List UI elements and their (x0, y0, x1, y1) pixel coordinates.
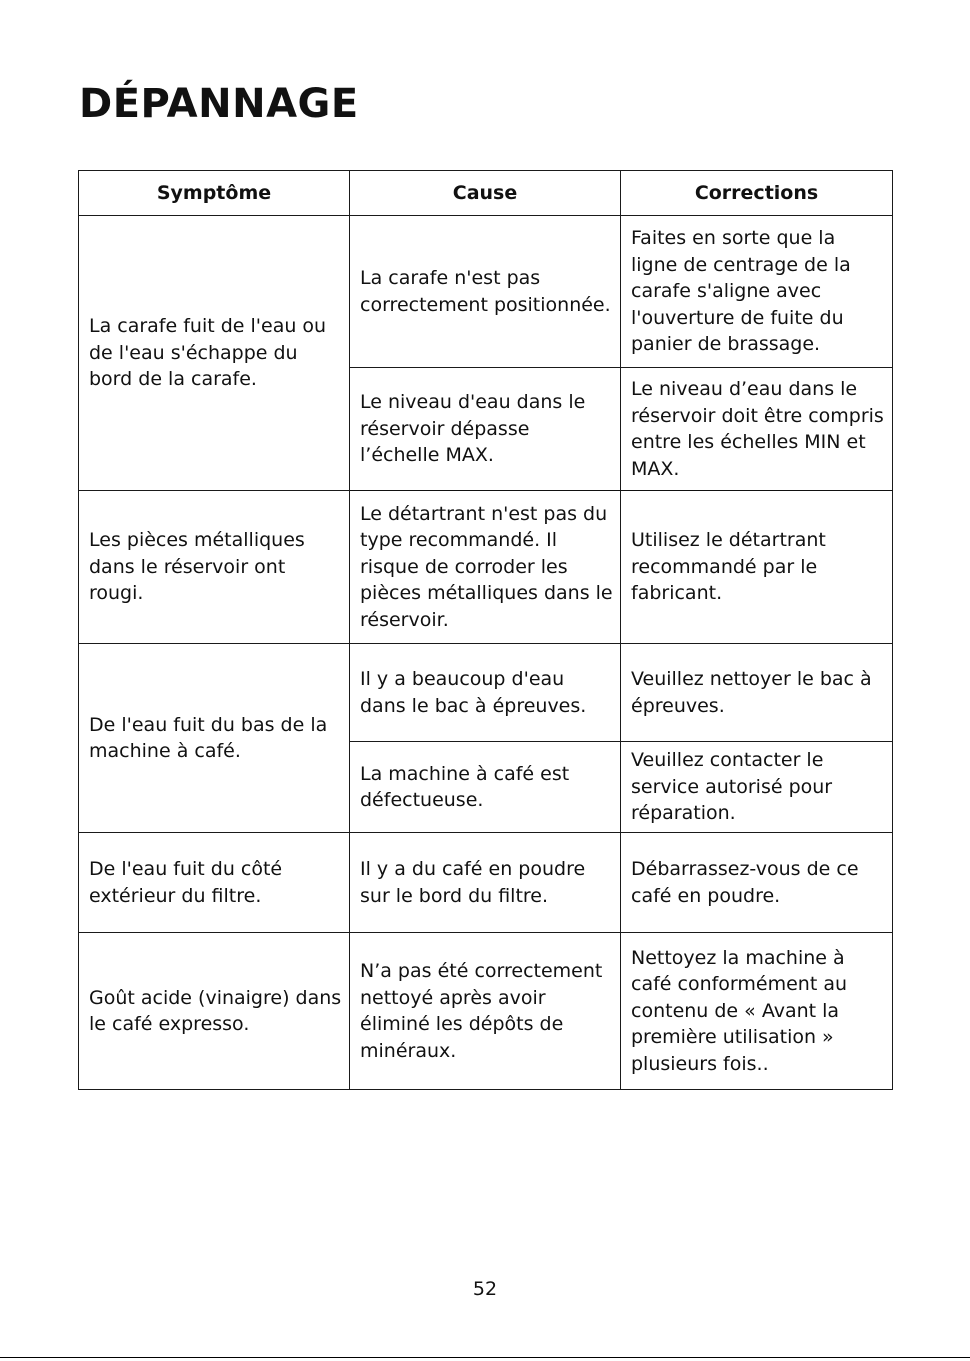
symptom-cell: La carafe fuit de l'eau ou de l'eau s'échappe du bord de la carafe. (79, 216, 350, 491)
symptom-cell: Les pièces métalliques dans le réservoir ont rougi. (79, 491, 350, 644)
table-row (79, 933, 893, 1090)
correction-cell: Veuillez contacter le service autorisé pour réparation. (621, 742, 893, 833)
cause-cell: La carafe n'est pas correctement positionnée. (350, 216, 621, 368)
correction-cell: Le niveau d’eau dans le réservoir doit être compris entre les échelles MIN et MAX. (621, 368, 893, 491)
column-header-cause: Cause (350, 171, 621, 216)
cause-cell: N’a pas été correctement nettoyé après avoir éliminé les dépôts de minéraux. (350, 933, 621, 1090)
column-header-corrections: Corrections (621, 171, 893, 216)
table-row (79, 491, 893, 644)
correction-cell: Faites en sorte que la ligne de centrage de la carafe s'aligne avec l'ouverture de fuite du panier de brassage. (621, 216, 893, 368)
cause-cell: La machine à café est défectueuse. (350, 742, 621, 833)
cause-cell: Il y a du café en poudre sur le bord du filtre. (350, 833, 621, 933)
correction-cell: Utilisez le détartrant recommandé par le fabricant. (621, 491, 893, 644)
symptom-cell: De l'eau fuit du bas de la machine à café. (79, 644, 350, 833)
table-row (79, 644, 893, 742)
symptom-cell: Goût acide (vinaigre) dans le café expresso. (79, 933, 350, 1090)
cause-cell: Le niveau d'eau dans le réservoir dépasse l’échelle MAX. (350, 368, 621, 491)
correction-cell: Veuillez nettoyer le bac à épreuves. (621, 644, 893, 742)
cause-cell: Il y a beaucoup d'eau dans le bac à épreuves. (350, 644, 621, 742)
column-header-symptom: Symptôme (79, 171, 350, 216)
correction-cell: Débarrassez-vous de ce café en poudre. (621, 833, 893, 933)
page-number: 52 (472, 1278, 498, 1300)
table-row (79, 216, 893, 368)
troubleshooting-table (78, 170, 893, 1090)
cause-cell: Le détartrant n'est pas du type recommandé. Il risque de corroder les pièces métalliques dans le réservoir. (350, 491, 621, 644)
page-title: DÉPANNAGE (79, 81, 359, 127)
bottom-divider (0, 1357, 970, 1358)
correction-cell: Nettoyez la machine à café conformément au contenu de « Avant la première utilisation » plusieurs fois.. (621, 933, 893, 1090)
symptom-cell: De l'eau fuit du côté extérieur du filtre. (79, 833, 350, 933)
table-row (79, 833, 893, 933)
table-header-row (79, 171, 893, 216)
